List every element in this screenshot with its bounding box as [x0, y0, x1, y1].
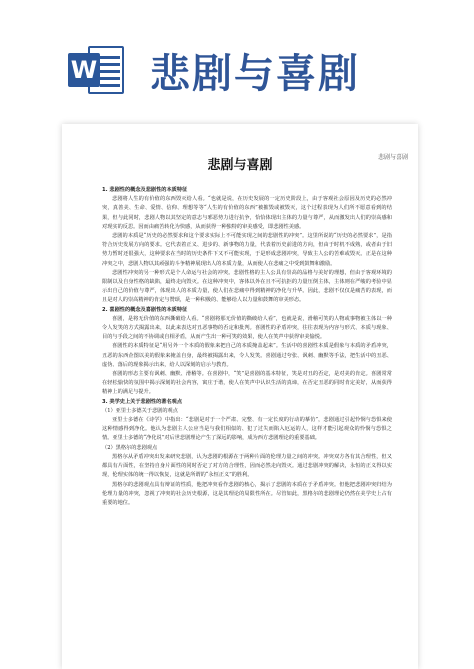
body-paragraph: 悲剧性冲突的另一种形式是个人命运与社会的冲突。悲剧性格的主人公具有崇高的品格与美好的理想，但由于客观环境的限制以及自身性格的缺陷，最终走向毁灭。在这种冲突中，客体以外在且不可抗拒的力量压倒主体，主体则在严峻的考验中显示出自己的价值与尊严，体现出人的本质力量，使人们在悲痛中得到精神的净化与升华。因此，悲剧不仅仅是痛苦的表现，而且是对人的崇高精神的肯定与赞颂，是一种积极的、能够给人以力量和鼓舞的审美形态。	[102, 269, 392, 304]
subsection-heading: （2）黑格尔的悲剧观点	[102, 444, 158, 451]
section-heading: 1. 悲剧性的概念及悲剧性的本质特征	[102, 187, 188, 193]
word-letter-plate: W	[68, 53, 100, 87]
body-paragraph: 喜剧，是将无价值的东西撕破给人看。“喜剧将那无价值的撕破给人看”，也就是说，滑稽可笑的人物或事物被主体以一种令人发笑的方式揭露出来，以此来表达对丑恶事物的否定和批判。喜剧性的矛盾冲突，往往表现为内容与形式、本质与现象、目的与手段之间的不协调或自相矛盾，从而产生出一种可笑的效果，使人在笑声中获得审美愉悦。	[102, 315, 392, 341]
document-title: 悲剧与喜剧	[207, 158, 273, 173]
top-banner	[0, 0, 474, 122]
page-header-tag: 悲剧与喜剧	[377, 154, 408, 161]
body-paragraph: 黑格尔从矛盾冲突出发来研究悲剧，认为悲剧的根源在于两种片面的伦理力量之间的冲突。冲突双方各有其合理性，但又都具有片面性，在坚持自身片面性的同时否定了对方的合理性，因而必然走向毁灭。通过悲剧冲突的解决，永恒的正义得以实现，伦理实体的统一得以恢复，这就是所谓的“永恒正义”的胜利。	[102, 453, 392, 479]
body-paragraph: 悲剧的本质是“历史的必然要求和这个要求实际上不可能实现之间的悲剧性的冲突”。这里所说的“历史的必然要求”，是指符合历史发展方向的要求。它代表着正义、进步的、新事物的力量，代表着历史前进的方向，但由于时机不成熟，或者由于旧势力暂时还很强大，这种要求在当时的历史条件下又不可能实现，于是形成悲剧冲突，导致主人公的苦难或毁灭。正是在这种冲突之中，悲剧人物以其顽强的斗争精神展现出人的本质力量，从而使人在悲痛之中受到鼓舞和激励。	[102, 233, 392, 267]
document-page	[62, 124, 418, 669]
section-heading: 3. 美学史上关于悲剧性的著名观点	[102, 398, 183, 405]
banner-title: 悲剧与喜剧	[150, 51, 360, 97]
document-body	[102, 186, 392, 508]
body-paragraph: 喜剧的形态主要有讽刺、幽默、滑稽等。在喜剧中，“笑”是喜剧的基本特征，笑是对丑的否定，是对美的肯定。喜剧常常在轻松愉快的氛围中揭示深刻的社会内容，寓庄于谐，使人在笑声中认识生活的真谛，在否定丑恶的同时肯定美好，从而获得精神上的满足与提升。	[102, 371, 392, 396]
body-paragraph: 黑格尔的悲剧观点具有辩证的性质，他把冲突看作悲剧的核心，揭示了悲剧的本质在于矛盾冲突。但他把悲剧冲突归结为伦理力量的冲突，忽视了冲突的社会历史根源，这是其理论的局限性所在。尽管如此，黑格尔的悲剧理论仍然在美学史上占有重要的地位。	[102, 481, 392, 506]
word-document-icon	[68, 44, 126, 96]
section-heading: 2. 喜剧性的概念及喜剧性的本质特征	[102, 306, 188, 313]
body-paragraph: 喜剧性的本质特征是“用另外一个本质的假象来把自己的本质掩盖起来”。生活中的喜剧性本质是假象与本质的矛盾冲突，丑恶的东西企图以美的假象来掩盖自身，最终被揭露出来，令人发笑。喜剧通过夸张、讽刺、幽默等手法，把生活中的丑恶、虚伪、落后的现象揭示出来，给人以深刻的启示与教育。	[102, 343, 392, 368]
body-paragraph: 亚里士多德在《诗学》中指出：“悲剧是对于一个严肃、完整、有一定长度的行动的摹仿”，悲剧通过引起怜悯与恐惧来使这种情感得到净化。他认为悲剧主人公应当是与我们相似的、犯了过失而陷入厄运的人，这样才能引起观众的怜悯与恐惧之情。亚里士多德的“净化说”对后世悲剧理论产生了深远的影响，成为西方悲剧理论的重要基础。	[102, 417, 392, 442]
subsection-heading: （1）亚里士多德关于悲剧的观点	[102, 407, 178, 414]
body-paragraph: 悲剧将人生的有价值的东西毁灭给人看。“也就是说，在历史发展的一定历史阶段上，由于客观社会原因及历史的必然冲突，真善美、生命、爱情、信仰、理想等等“人生的有价值的东西”被摧毁或被毁灭，这个过程表现为人们所不愿意看到的结果，但与此同时，悲剧人物以其坚定的意志与邪恶势力进行抗争，恰恰体现出主体的力量与尊严，从而激发出人们的崇高感和对现实的反思。因而由痛苦转化为快感，从而获得一种独特的审美感受，即悲剧性美感。	[102, 196, 392, 230]
